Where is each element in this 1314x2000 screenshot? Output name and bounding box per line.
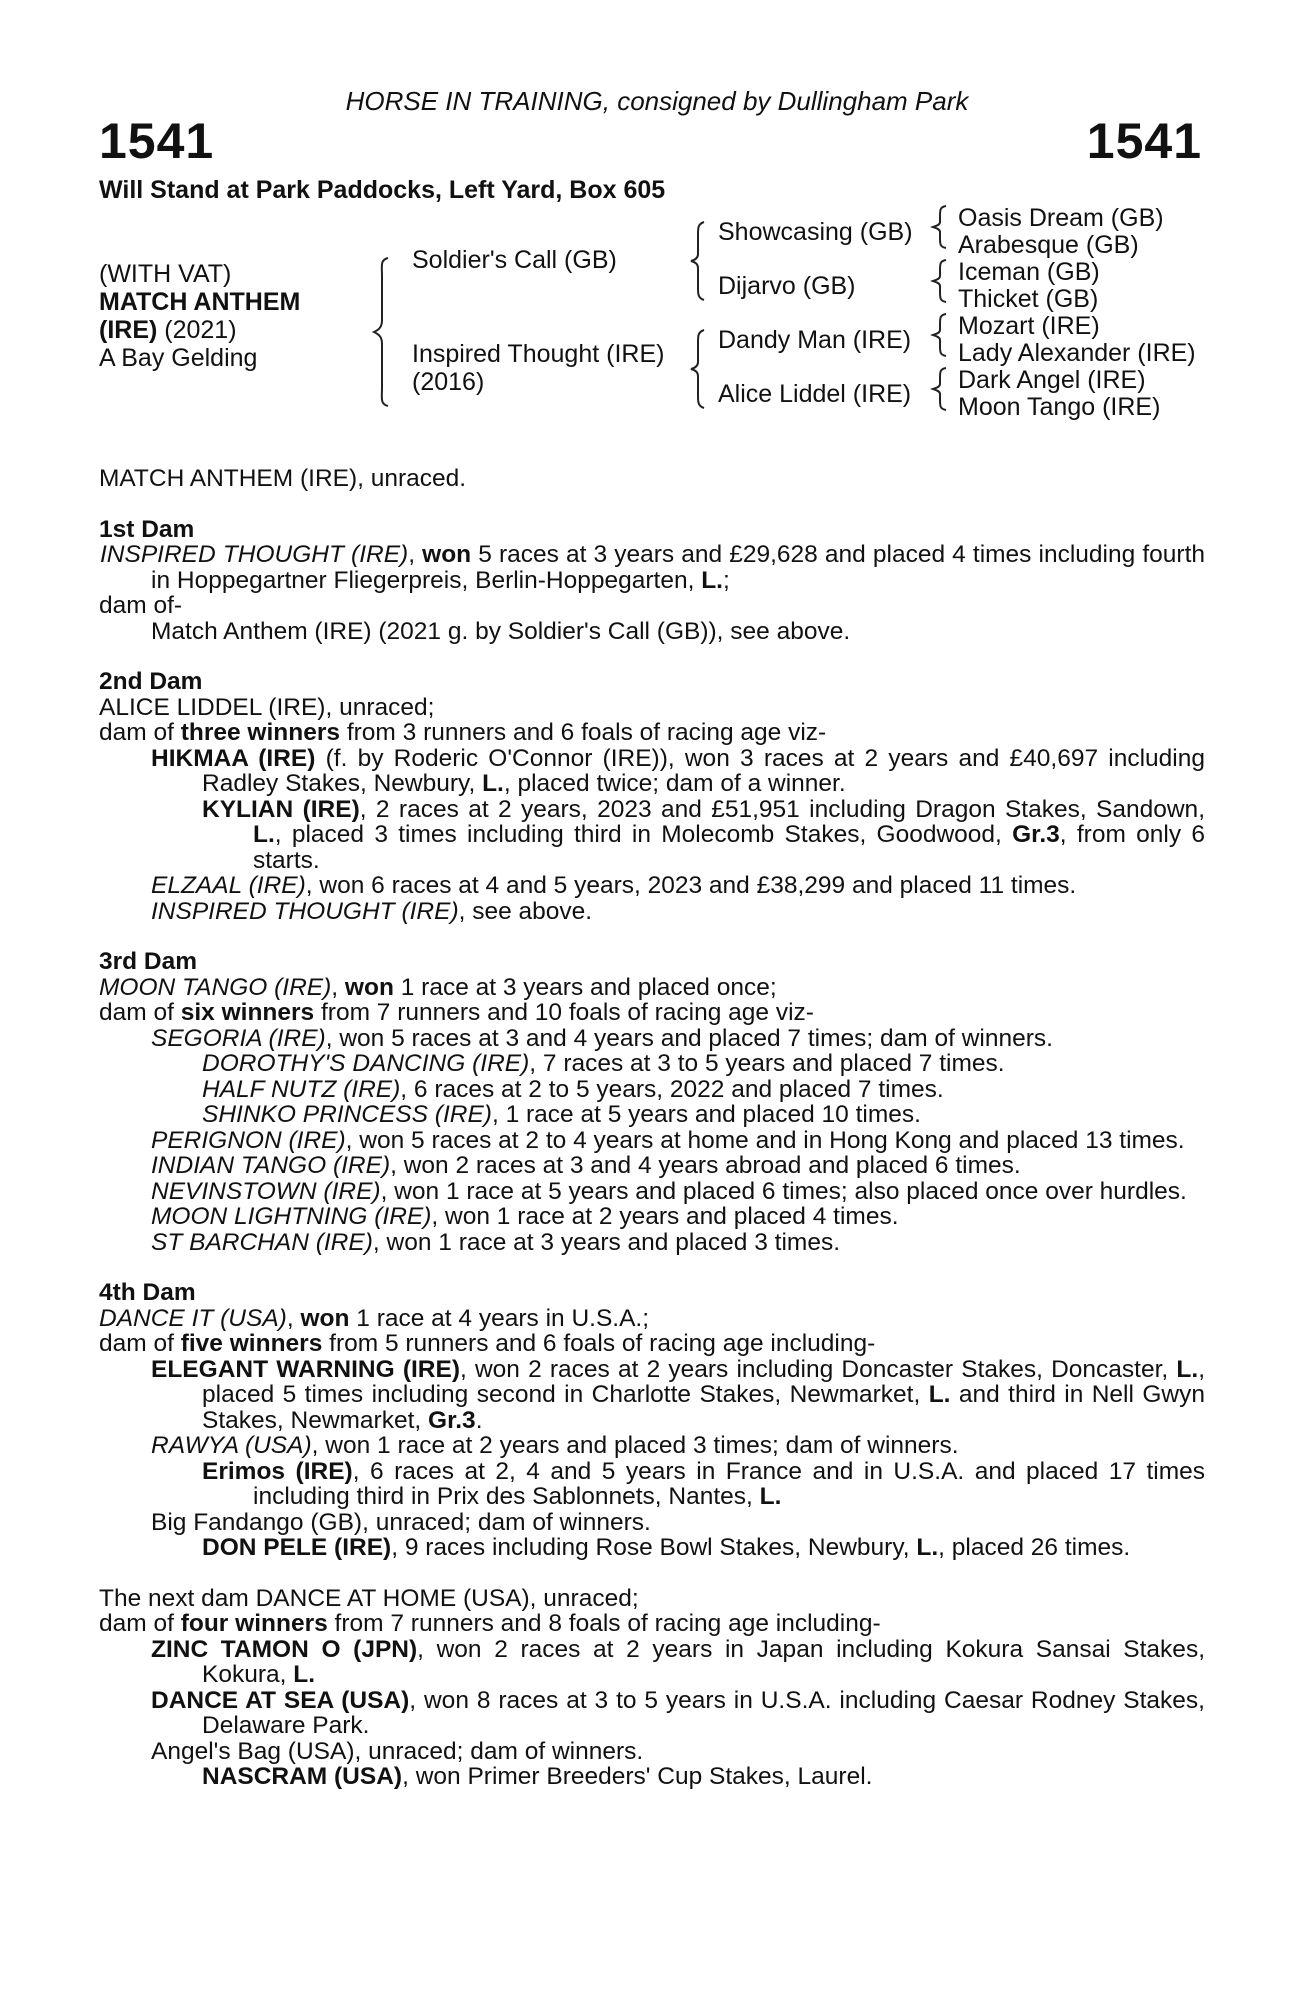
produce-rawya: RAWYA (USA), won 1 race at 2 years and placed 3 times; dam of winners. — [151, 1432, 959, 1459]
produce-kylian: KYLIAN (IRE), 2 races at 2 years, 2023 and £51,951 including Dragon Stakes, Sandown, L., placed 3 times including third in Molecomb Stakes, Goodwood, Gr.3, from only 6 starts. — [202, 795, 1205, 874]
produce-segoria: SEGORIA (IRE), won 5 races at 3 and 4 years and placed 7 times; dam of winners. — [151, 1024, 1053, 1052]
pedigree-brace-main — [370, 252, 400, 412]
first-dam-heading: 1st Dam — [99, 515, 195, 543]
produce-st-barchan: ST BARCHAN (IRE), won 1 race at 3 years and placed 3 times. — [151, 1228, 841, 1256]
produce-elegant-warning: ELEGANT WARNING (IRE), won 2 races at 2 years including Doncaster Stakes, Doncaster, L., placed 5 times including second in Charlotte Stakes, Newmarket, L. and third in Nell Gwyn Stakes, Newmarket, Gr.3. — [151, 1355, 1205, 1434]
second-dam-heading: 2nd Dam — [99, 668, 203, 695]
gen3-1: Oasis Dream (GB) — [958, 204, 1164, 232]
fourth-dam-summary: dam of five winners from 5 runners and 6 foals of racing age including- — [99, 1330, 876, 1357]
second-dam-summary: dam of three winners from 3 runners and 6 foals of racing age viz- — [99, 719, 827, 746]
fourth-dam-heading: 4th Dam — [99, 1279, 196, 1306]
horse-identity — [99, 260, 300, 372]
lot-number-right: 1541 — [1086, 113, 1202, 169]
gen3-2: Arabesque (GB) — [958, 231, 1139, 259]
third-dam-record: MOON TANGO (IRE), won 1 race at 3 years and placed once; — [99, 973, 777, 1001]
produce-indian-tango: INDIAN TANGO (IRE), won 2 races at 3 and 4 years abroad and placed 6 times. — [151, 1152, 1021, 1179]
produce-zinc-tamon-o: ZINC TAMON O (JPN), won 2 races at 2 years in Japan including Kokura Sansai Stakes, Kokura, L. — [151, 1635, 1205, 1688]
first-dam-produce: Match Anthem (IRE) (2021 g. by Soldier's Call (GB)), see above. — [151, 617, 851, 645]
vat-note: (WITH VAT) — [99, 260, 232, 288]
sire-sire: Showcasing (GB) — [718, 218, 913, 246]
produce-inspired-thought: INSPIRED THOUGHT (IRE), see above. — [151, 897, 593, 925]
produce-nascram: NASCRAM (USA), won Primer Breeders' Cup Stakes, Laurel. — [202, 1763, 873, 1790]
sire: Soldier's Call (GB) — [412, 246, 617, 274]
produce-dorothys-dancing: DOROTHY'S DANCING (IRE), 7 races at 3 to 5 years and placed 7 times. — [202, 1050, 1005, 1077]
summary: MATCH ANTHEM (IRE), unraced. — [99, 465, 467, 492]
dam-sire: Dandy Man (IRE) — [718, 326, 912, 354]
pedigree-brace-dam — [688, 326, 712, 412]
second-dam-record: ALICE LIDDEL (IRE), unraced; — [99, 693, 435, 721]
produce-elzaal: ELZAAL (IRE), won 6 races at 4 and 5 years, 2023 and £38,299 and placed 11 times. — [151, 872, 1077, 899]
catalogue-body — [99, 466, 1205, 1790]
produce-perignon: PERIGNON (IRE), won 5 races at 2 to 4 years at home and in Hong Kong and placed 13 times. — [151, 1126, 1185, 1154]
third-dam-heading: 3rd Dam — [99, 948, 198, 975]
produce-angels-bag: Angel's Bag (USA), unraced; dam of winners. — [151, 1737, 644, 1765]
third-dam-summary: dam of six winners from 7 runners and 10 foals of racing age viz- — [99, 999, 814, 1026]
gen3-6: Lady Alexander (IRE) — [958, 339, 1196, 367]
produce-nevinstown: NEVINSTOWN (IRE), won 1 race at 5 years and placed 6 times; also placed once over hurdles. — [151, 1177, 1187, 1205]
dam-dam: Alice Liddel (IRE) — [718, 380, 912, 408]
fourth-dam-record: DANCE IT (USA), won 1 race at 4 years in U.S.A.; — [99, 1304, 650, 1332]
pedigree-braces-gen3 — [930, 204, 950, 422]
produce-shinko-princess: SHINKO PRINCESS (IRE), 1 race at 5 years and placed 10 times. — [202, 1101, 921, 1128]
produce-moon-lightning: MOON LIGHTNING (IRE), won 1 race at 2 years and placed 4 times. — [151, 1203, 899, 1230]
gen3-3: Iceman (GB) — [958, 258, 1100, 286]
next-dam-record: The next dam DANCE AT HOME (USA), unraced; — [99, 1584, 639, 1612]
produce-hikmaa: HIKMAA (IRE) (f. by Roderic O'Connor (IRE)), won 3 races at 2 years and £40,697 including Radley Stakes, Newbury, L., placed twice; dam of a winner. — [151, 744, 1205, 797]
produce-erimos: Erimos (IRE), 6 races at 2, 4 and 5 years in France and in U.S.A. and placed 17 times including third in Prix des Sablonnets, Nantes, L. — [202, 1457, 1205, 1510]
horse-description: A Bay Gelding — [99, 344, 258, 372]
horse-name: MATCH ANTHEM — [99, 288, 301, 316]
horse-origin-year: (IRE) (2021) — [99, 316, 237, 344]
first-dam-record: INSPIRED THOUGHT (IRE), won 5 races at 3 years and £29,628 and placed 4 times including fourth in Hoppegartner Fliegerpreis, Berlin-Hoppegarten, L.; — [100, 541, 1205, 594]
lot-number-left: 1541 — [99, 113, 215, 169]
sire-dam: Dijarvo (GB) — [718, 272, 856, 300]
pedigree-brace-sire — [688, 218, 712, 304]
produce-dance-at-sea: DANCE AT SEA (USA), won 8 races at 3 to 5 years in U.S.A. including Caesar Rodney Stakes, Delaware Park. — [151, 1686, 1205, 1739]
gen3-7: Dark Angel (IRE) — [958, 366, 1146, 394]
dam: Inspired Thought (IRE) (2016) — [412, 340, 665, 396]
consignor-line: HORSE IN TRAINING, consigned by Dullingham Park — [345, 86, 969, 116]
gen3-8: Moon Tango (IRE) — [958, 393, 1161, 421]
first-dam-dam-of: dam of- — [99, 592, 183, 619]
produce-big-fandango: Big Fandango (GB), unraced; dam of winners. — [151, 1508, 651, 1536]
produce-don-pele: DON PELE (IRE), 9 races including Rose Bowl Stakes, Newbury, L., placed 26 times. — [202, 1534, 1131, 1561]
stand-location: Will Stand at Park Paddocks, Left Yard, Box 605 — [99, 176, 666, 204]
produce-half-nutz: HALF NUTZ (IRE), 6 races at 2 to 5 years, 2022 and placed 7 times. — [202, 1075, 944, 1103]
next-dam-summary: dam of four winners from 7 runners and 8 foals of racing age including- — [99, 1610, 881, 1637]
gen3-4: Thicket (GB) — [958, 285, 1099, 313]
gen3-5: Mozart (IRE) — [958, 312, 1100, 340]
